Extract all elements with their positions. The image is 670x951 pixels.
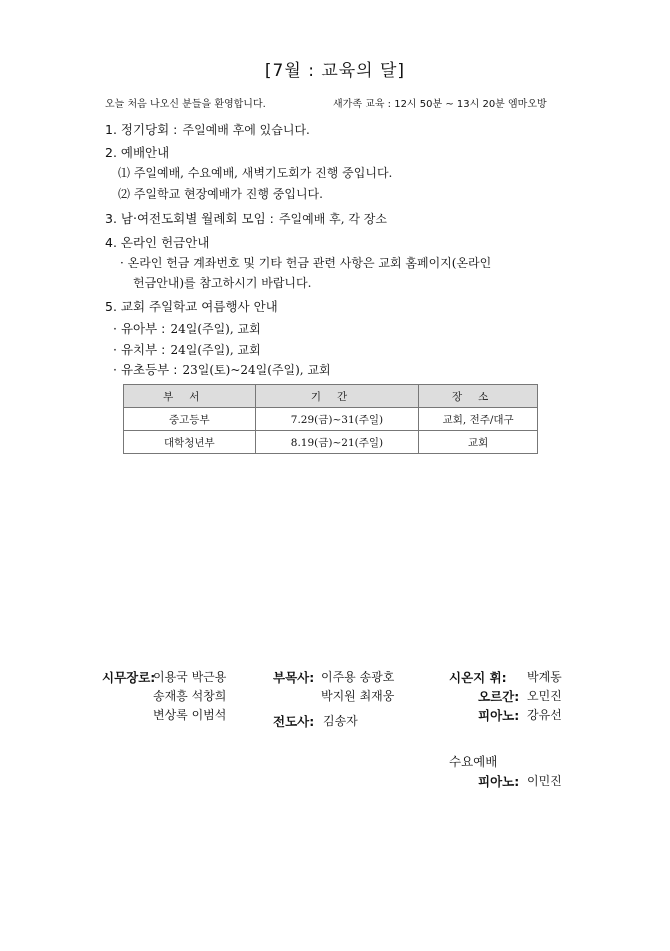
item-4-line-1: · 온라인 헌금 계좌번호 및 기타 헌금 관련 사항은 교회 홈페이지(온라인 xyxy=(120,256,492,270)
conductor-name: 박계동 xyxy=(527,670,562,684)
pastor-names: 박지원 최재웅 xyxy=(321,689,395,703)
piano-label: 피아노: xyxy=(478,708,520,723)
pastor-names: 이주용 송광호 xyxy=(321,670,395,684)
item-1-text: 주일예배 후에 있습니다. xyxy=(182,123,310,137)
item-1-heading: 1. 정기당회 : xyxy=(105,122,178,137)
table-row xyxy=(124,408,538,431)
evangelist-label: 전도사: xyxy=(273,714,315,729)
table-row xyxy=(124,431,538,454)
item-2-line-2: ⑵ 주일학교 현장예배가 진행 중입니다. xyxy=(118,187,323,201)
table-cell: 대학청년부 xyxy=(124,431,256,454)
item-3-heading: 3. 남‧여전도회별 월례회 모임 : xyxy=(105,211,274,226)
table-cell: 교회 xyxy=(419,431,538,454)
elders-names: 변상록 이범석 xyxy=(153,708,227,722)
wed-piano-name: 이민진 xyxy=(527,774,562,788)
elders-names: 송재흥 석창희 xyxy=(153,689,227,703)
column-header: 기간 xyxy=(255,385,419,408)
item-3 xyxy=(105,208,387,227)
piano-name: 강유선 xyxy=(527,708,562,722)
table-header-row xyxy=(124,385,538,408)
wed-piano-label: 피아노: xyxy=(478,774,520,789)
column-header: 장소 xyxy=(419,385,538,408)
table-cell: 8.19(금)~21(주일) xyxy=(255,431,419,454)
table-cell: 중고등부 xyxy=(124,408,256,431)
item-5-heading: 5. 교회 주일학교 여름행사 안내 xyxy=(105,299,278,314)
item-1 xyxy=(105,119,310,138)
item-4-line-2: 헌금안내)를 참고하시기 바랍니다. xyxy=(133,276,312,290)
table-cell: 교회, 전주/대구 xyxy=(419,408,538,431)
wednesday-title: 수요예배 xyxy=(449,754,498,769)
event-label: · 유초등부 : xyxy=(113,362,178,377)
organ-name: 오민진 xyxy=(527,689,562,703)
event-row xyxy=(113,318,261,337)
organ-label: 오르간: xyxy=(478,689,520,704)
event-row xyxy=(113,359,331,378)
event-row xyxy=(113,339,261,358)
page-title: [7월 : 교육의 달] xyxy=(264,61,406,81)
elders-label: 시무장로: xyxy=(102,670,156,685)
summer-events-table xyxy=(123,384,538,454)
event-value: 24일(주일), 교회 xyxy=(170,343,261,357)
event-value: 24일(주일), 교회 xyxy=(170,322,261,336)
item-2-heading: 2. 예배안내 xyxy=(105,145,170,160)
conductor-label: 시온지 휘: xyxy=(449,670,507,685)
item-2-line-1: ⑴ 주일예배, 수요예배, 새벽기도회가 진행 중입니다. xyxy=(118,166,393,180)
item-4-heading: 4. 온라인 헌금안내 xyxy=(105,235,210,250)
table-cell: 7.29(금)~31(주일) xyxy=(255,408,419,431)
event-label: · 유치부 : xyxy=(113,342,166,357)
new-family-text: 새가족 교육 : 12시 50분 ~ 13시 20분 엠마오방 xyxy=(333,99,547,110)
pastor-label: 부목사: xyxy=(273,670,315,685)
item-3-text: 주일예배 후, 각 장소 xyxy=(278,212,387,226)
column-header: 부서 xyxy=(124,385,256,408)
welcome-text: 오늘 처음 나오신 분들을 환영합니다. xyxy=(105,99,266,110)
event-label: · 유아부 : xyxy=(113,321,166,336)
evangelist-name: 김송자 xyxy=(323,714,358,728)
event-value: 23일(토)~24일(주일), 교회 xyxy=(182,363,331,377)
elders-names: 이용국 박근용 xyxy=(153,670,227,684)
